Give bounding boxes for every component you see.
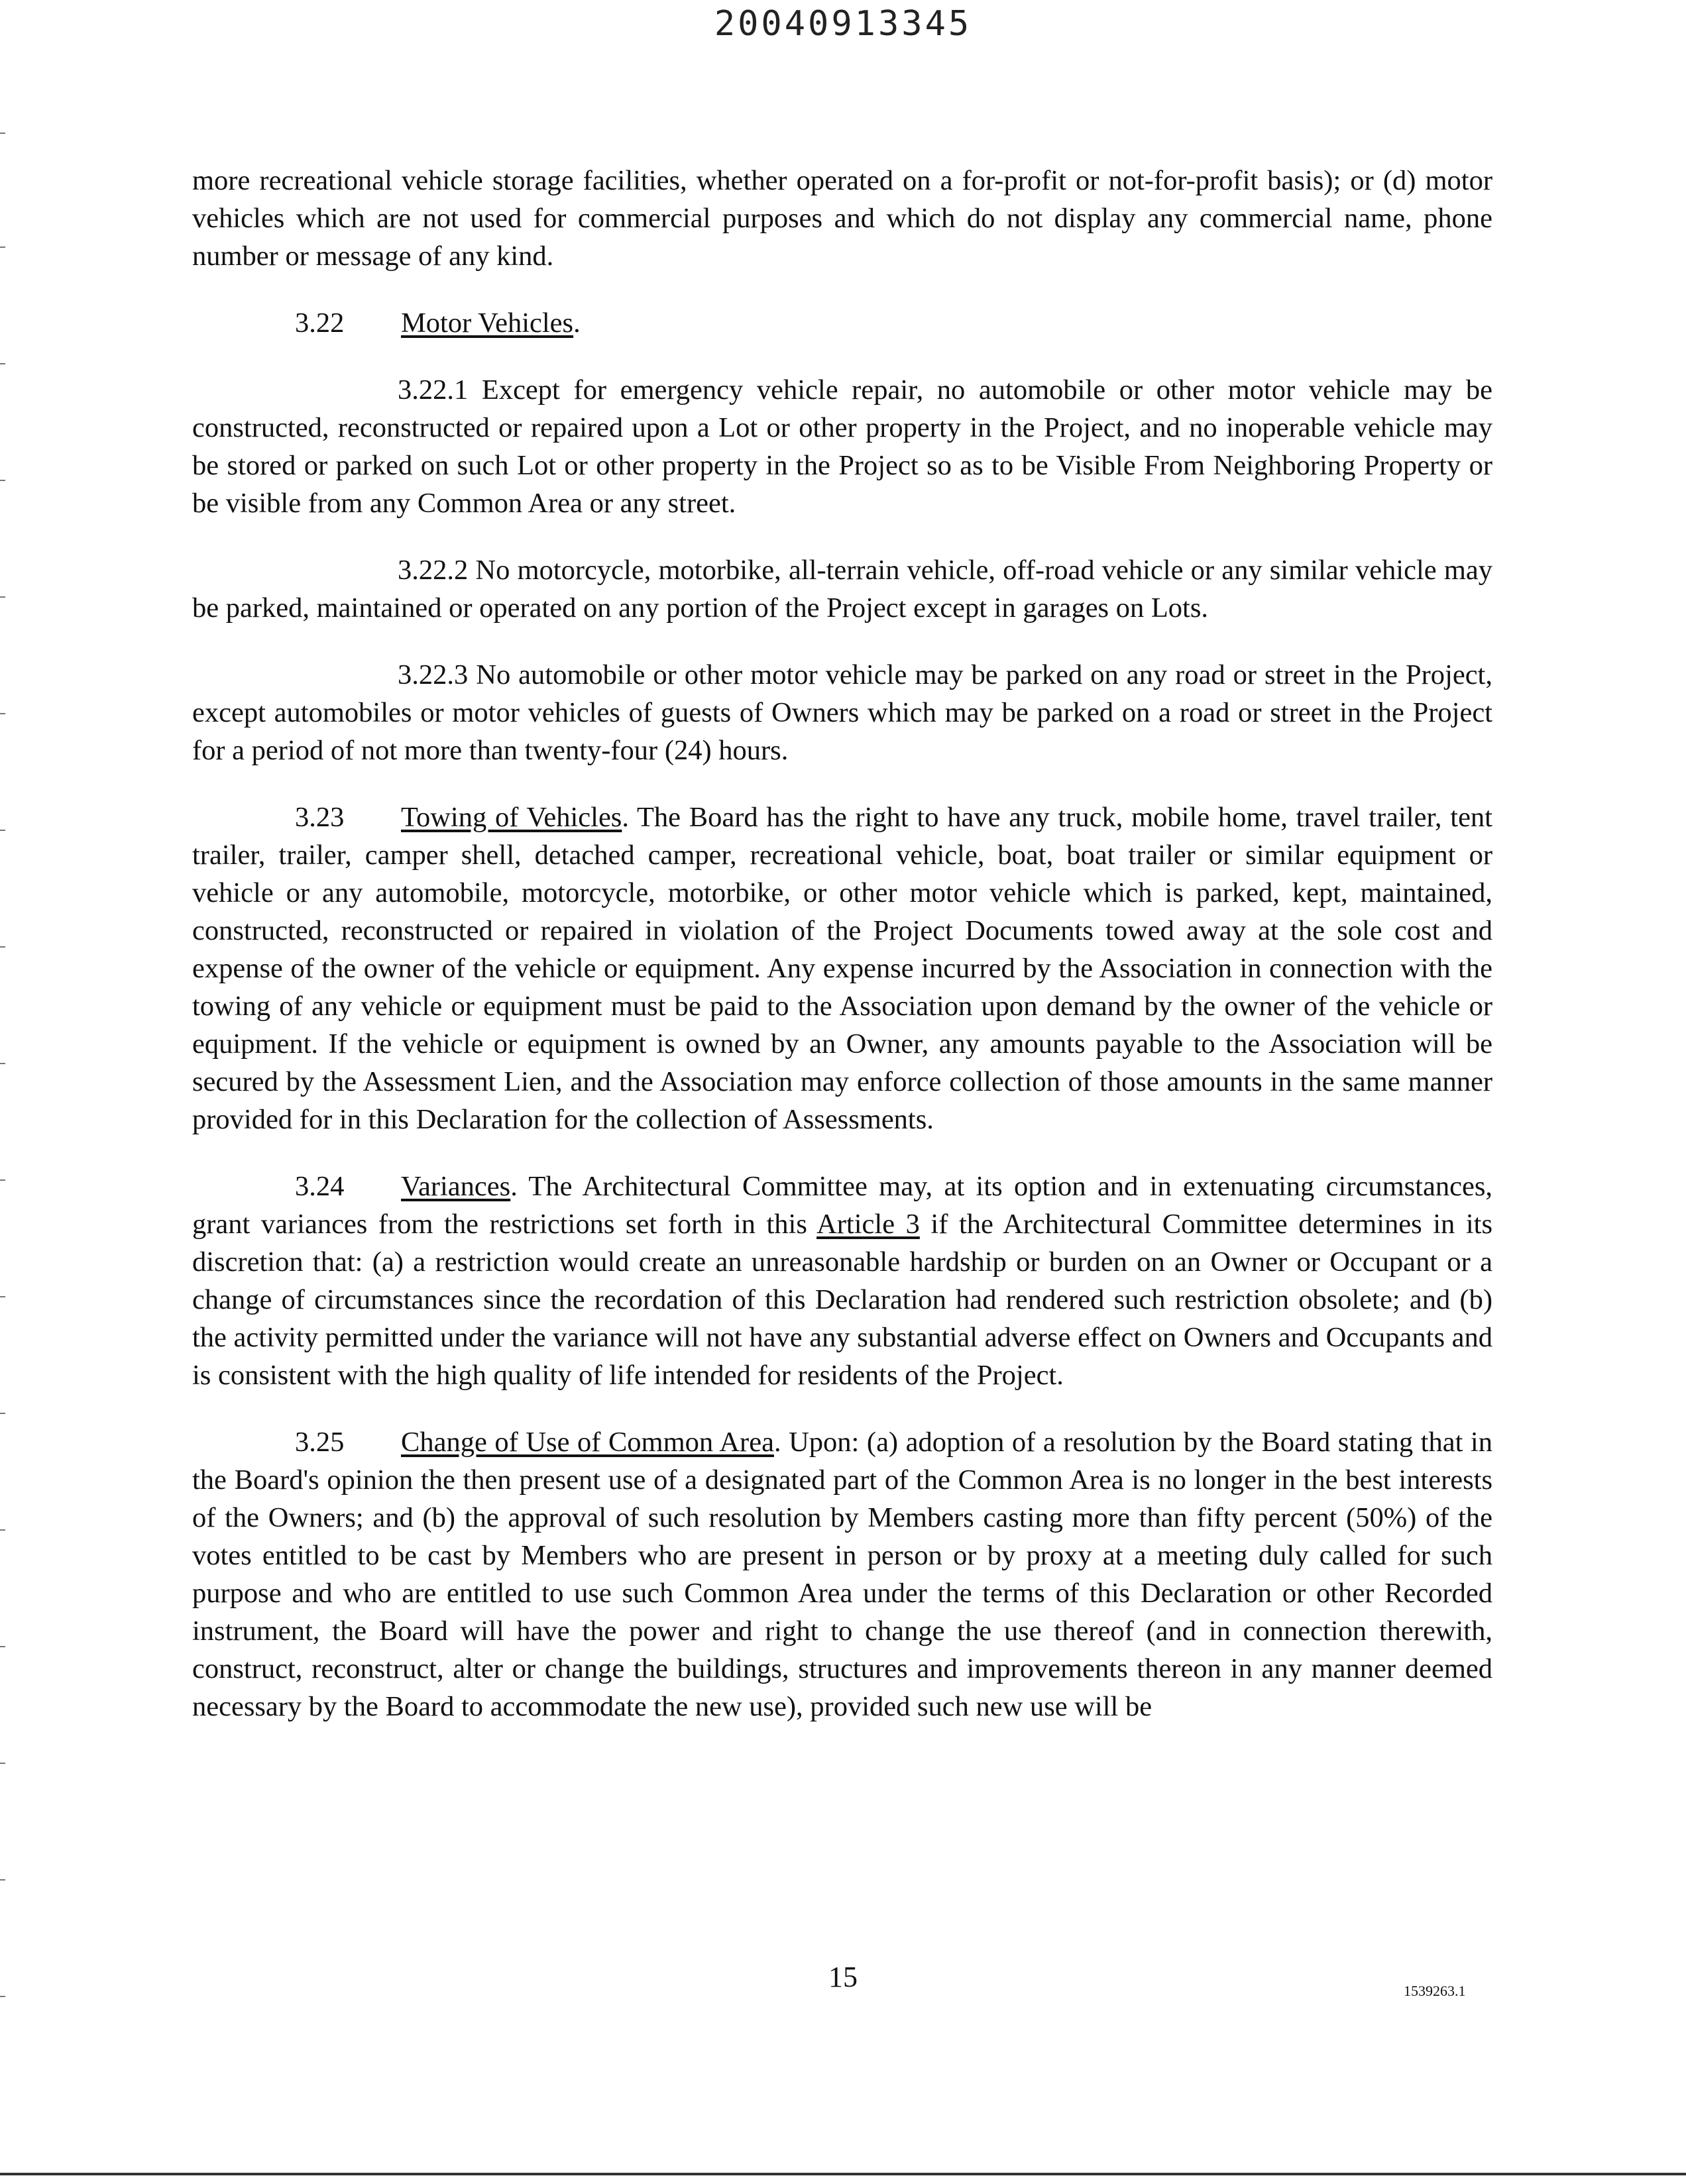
document-number: 1539263.1 bbox=[1404, 1983, 1466, 1999]
recording-number: 20040913345 bbox=[714, 4, 972, 44]
section-3-25 bbox=[192, 1423, 1492, 1725]
scan-edge-mark bbox=[0, 1413, 5, 1414]
section-number: 3.23 bbox=[295, 802, 345, 833]
scan-edge-mark bbox=[0, 133, 5, 134]
scan-edge-mark bbox=[0, 363, 5, 364]
subsection-3-22-1: 3.22.1 Except for emergency vehicle repair, no automobile or other motor vehicle may be constructed, reconstructed or repaired upon a Lot or other property in the Project, and no inoperable vehicle may be stored or parked on such Lot or other property in the Project so as to be Visible From Neighboring Property or be visible from any Common Area or any street. bbox=[192, 374, 1492, 519]
scan-edge-mark bbox=[0, 1529, 5, 1531]
page-number: 15 bbox=[828, 1961, 858, 1993]
scan-edge-mark bbox=[0, 1296, 5, 1297]
scan-edge-mark bbox=[0, 830, 5, 831]
section-text: if the Architectural Committee determines in its discretion that: (a) a restriction would create an unreasonable hardship or burden on an Owner or Occupant or a change of circumstances since the recordation of this Declaration had rendered such restriction obsolete; and (b) the activity permitted under the variance will not have any substantial adverse effect on Owners and Occupants and is consistent with the high quality of life intended for residents of the Project. bbox=[192, 1209, 1492, 1391]
section-title: Motor Vehicles bbox=[401, 307, 574, 339]
section-number: 3.25 bbox=[295, 1427, 345, 1458]
section-title: Towing of Vehicles bbox=[401, 802, 622, 833]
section-number: 3.22 bbox=[295, 307, 345, 339]
section-title: Change of Use of Common Area bbox=[401, 1427, 774, 1458]
scan-edge-mark bbox=[0, 596, 5, 598]
section-text: . The Board has the right to have any truck, mobile home, travel trailer, tent trailer, trailer, camper shell, detached camper, recreational vehicle, boat, boat trailer or similar equipment or vehicle or any automobile, motorcycle, motorbike, or other motor vehicle which is parked, kept, maintained, constructed, reconstructed or repaired in violation of the Project Documents towed away at the sole cost and expense of the owner of the vehicle or equipment. Any expense incurred by the Association in connection with the towing of any vehicle or equipment must be paid to the Association upon demand by the owner of the vehicle or equipment. If the vehicle or equipment is owned by an Owner, any amounts payable to the Association will be secured by the Assessment Lien, and the Association may enforce collection of those amounts in the same manner provided for in this Declaration for the collection of Assessments. bbox=[192, 802, 1492, 1135]
heading-punctuation: . bbox=[573, 307, 581, 339]
section-text: . Upon: (a) adoption of a resolution by the Board stating that in the Board's opinion the then present use of a designated part of the Common Area is no longer in the best interests of the Owners; and (b) the approval of such resolution by Members casting more than fifty percent (50%) of the votes entitled to be cast by Members who are present in person or by proxy at a meeting duly called for such purpose and who are entitled to use such Common Area under the terms of this Declaration or other Recorded instrument, the Board will have the power and right to change the use thereof (and in connection therewith, construct, reconstruct, alter or change the buildings, structures and improvements thereon in any manner deemed necessary by the Board to accommodate the new use), provided such new use will be bbox=[192, 1427, 1492, 1722]
scan-edge-mark bbox=[0, 1179, 5, 1181]
subsection-3-22-3: 3.22.3 No automobile or other motor vehicle may be parked on any road or street in the Project, except automobiles or motor vehicles of guests of Owners which may be parked on a road or street in the Project for a period of not more than twenty-four (24) hours. bbox=[192, 659, 1492, 766]
article-reference: Article 3 bbox=[816, 1209, 920, 1240]
section-title: Variances bbox=[401, 1171, 511, 1202]
section-3-24 bbox=[192, 1168, 1492, 1394]
document-body bbox=[192, 162, 1492, 1725]
scan-edge-mark bbox=[0, 1996, 5, 1997]
section-text: . The Architectural Committee may, at its option and in extenuating circumstances, grant variances from the restrictions set forth in this bbox=[192, 1171, 1492, 1240]
scan-edge-mark bbox=[0, 1646, 5, 1647]
section-number: 3.24 bbox=[295, 1171, 345, 1202]
scan-edge-mark bbox=[0, 1063, 5, 1064]
scan-bottom-edge bbox=[0, 2173, 1686, 2175]
scan-edge-mark bbox=[0, 1879, 5, 1881]
continuation-paragraph: more recreational vehicle storage facilities, whether operated on a for-profit or not-for-profit basis); or (d) motor vehicles which are not used for commercial purposes and which do not display any commercial name, phone number or message of any kind. bbox=[192, 165, 1492, 272]
section-3-23 bbox=[192, 798, 1492, 1138]
scan-edge-mark bbox=[0, 1763, 5, 1764]
scan-edge-mark bbox=[0, 713, 5, 714]
scan-edge-mark bbox=[0, 480, 5, 481]
scan-edge-mark bbox=[0, 246, 5, 248]
subsection-3-22-2: 3.22.2 No motorcycle, motorbike, all-terrain vehicle, off-road vehicle or any similar vehicle may be parked, maintained or operated on any portion of the Project except in garages on Lots. bbox=[192, 555, 1492, 624]
scan-edge-mark bbox=[0, 946, 5, 948]
section-3-22-heading bbox=[192, 304, 1492, 342]
